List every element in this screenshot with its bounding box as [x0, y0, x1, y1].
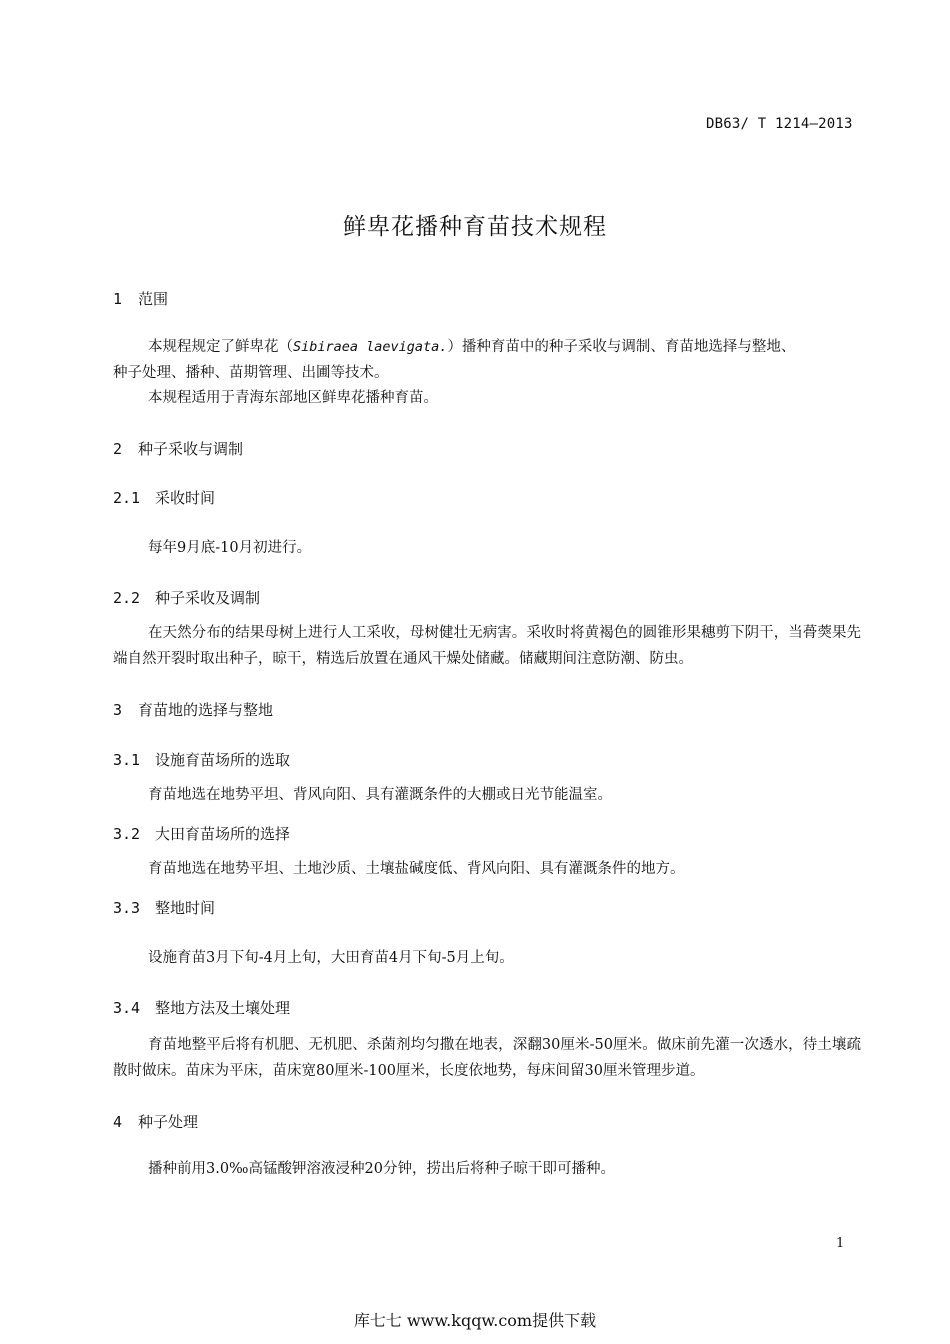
section-2-2-title: 种子采收及调制 — [155, 589, 261, 607]
section-3-1-body: 育苗地选在地势平坦、背风向阳、具有灌溉条件的大棚或日光节能温室。 — [148, 787, 612, 803]
section-3-3-heading — [113, 897, 215, 918]
para-text: 本规程规定了鲜卑花（ — [148, 339, 293, 355]
section-3-number: 3 — [113, 701, 123, 719]
section-3-3-body: 设施育苗3月下旬-4月上旬，大田育苗4月下旬-5月上旬。 — [148, 950, 514, 966]
section-3-1-title: 设施育苗场所的选取 — [155, 751, 291, 769]
section-4-title: 种子处理 — [138, 1113, 199, 1131]
section-1-para-2: 本规程适用于青海东部地区鲜卑花播种育苗。 — [148, 390, 438, 406]
section-3-3-title: 整地时间 — [155, 899, 216, 917]
section-2-1-heading — [113, 487, 215, 508]
section-2-1-title: 采收时间 — [155, 489, 216, 507]
section-2-2-body: 在天然分布的结果母树上进行人工采收，母树健壮无病害。采收时将黄褐色的圆锥形果穗剪下阴干，当蓇葖果先端自然开裂时取出种子，晾干，精选后放置在通风干燥处储藏。储藏期间注意防潮、防虫。 — [113, 625, 861, 667]
section-1-title: 范围 — [138, 290, 169, 308]
scientific-name: Sibiraea laevigata. — [293, 339, 448, 355]
section-3-title: 育苗地的选择与整地 — [138, 701, 274, 719]
section-2-2-number: 2.2 — [113, 589, 141, 607]
section-3-heading — [113, 699, 273, 720]
section-3-1-number: 3.1 — [113, 751, 141, 769]
document-number: DB63/ T 1214—2013 — [706, 116, 853, 132]
section-2-number: 2 — [113, 440, 123, 458]
section-3-2-title: 大田育苗场所的选择 — [155, 825, 291, 843]
section-3-4-title: 整地方法及土壤处理 — [155, 999, 291, 1017]
section-2-1-body: 每年9月底-10月初进行。 — [148, 540, 312, 556]
section-1-heading — [113, 288, 168, 309]
section-2-2-heading — [113, 587, 260, 608]
page-number: 1 — [836, 1236, 845, 1251]
section-1-number: 1 — [113, 290, 123, 308]
footer-download-note: 库七七 www.kqqw.com提供下载 — [353, 1311, 597, 1330]
section-1-para-1-line-1 — [148, 334, 795, 360]
section-3-2-body: 育苗地选在地势平坦、土地沙质、土壤盐碱度低、背风向阳、具有灌溉条件的地方。 — [148, 861, 685, 877]
section-2-title: 种子采收与调制 — [138, 440, 244, 458]
section-3-4-body: 育苗地整平后将有机肥、无机肥、杀菌剂均匀撒在地表，深翻30厘米-50厘米。做床前先灌一次透水，待土壤疏散时做床。苗床为平床，苗床宽80厘米-100厘米，长度依地势，每床间留30厘米管理步道。 — [113, 1037, 861, 1079]
section-4-body: 播种前用3.0‰高锰酸钾溶液浸种20分钟，捞出后将种子晾干即可播种。 — [148, 1161, 615, 1177]
section-3-3-number: 3.3 — [113, 899, 141, 917]
section-3-4-heading — [113, 997, 290, 1018]
section-1-para-1-line-2: 种子处理、播种、苗期管理、出圃等技术。 — [113, 365, 389, 381]
section-2-1-number: 2.1 — [113, 489, 141, 507]
para-text: ）播种育苗中的种子采收与调制、育苗地选择与整地、 — [447, 339, 796, 355]
section-3-4-number: 3.4 — [113, 999, 141, 1017]
section-4-heading — [113, 1111, 198, 1132]
section-2-heading — [113, 438, 243, 459]
section-3-1-heading — [113, 749, 290, 770]
page-title: 鲜卑花播种育苗技术规程 — [343, 214, 607, 240]
section-3-2-number: 3.2 — [113, 825, 141, 843]
section-4-number: 4 — [113, 1113, 123, 1131]
section-3-2-heading — [113, 823, 290, 844]
